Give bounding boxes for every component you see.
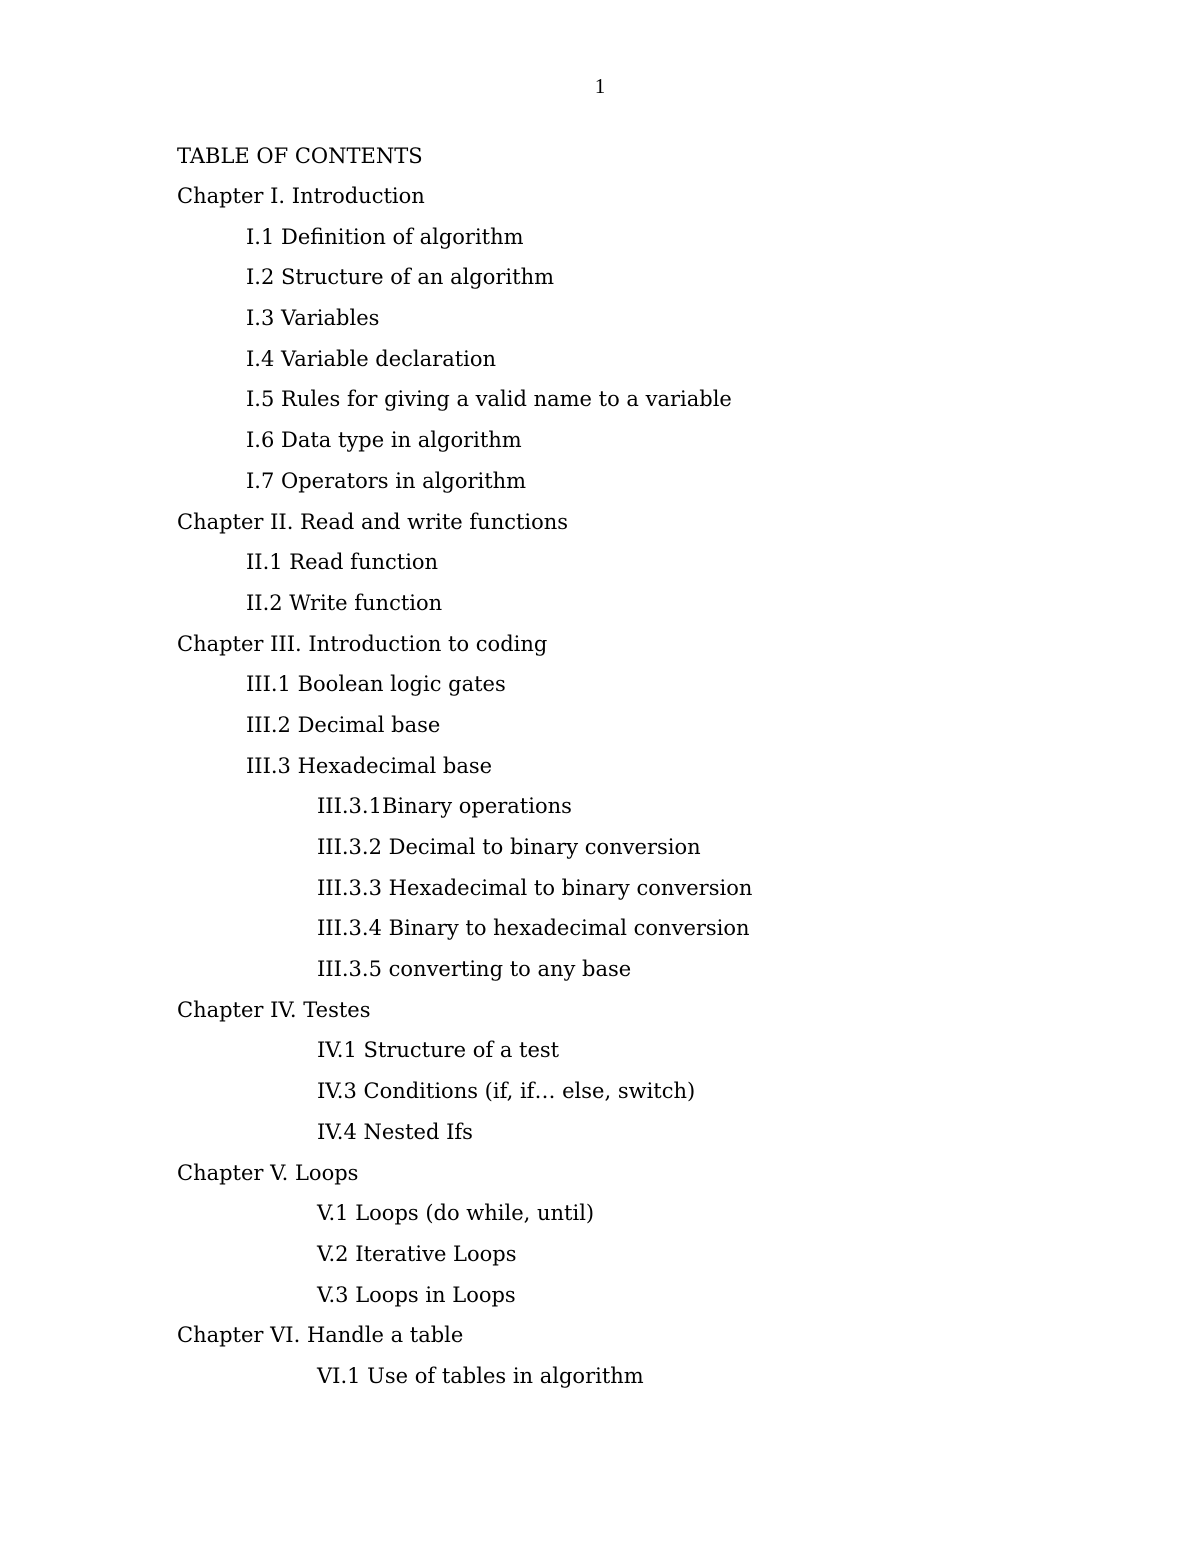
toc-subsection-entry: III.3.5 converting to any base xyxy=(317,957,632,982)
toc-title: TABLE OF CONTENTS xyxy=(177,144,423,168)
toc-subsection-entry: III.3.1Binary operations xyxy=(317,794,572,819)
toc-subsection-entry: VI.1 Use of tables in algorithm xyxy=(317,1363,644,1388)
toc-subsection-entry: IV.1 Structure of a test xyxy=(317,1038,560,1063)
toc-chapter-entry: Chapter V. Loops xyxy=(177,1160,359,1185)
toc-subsection-entry: III.3.3 Hexadecimal to binary conversion xyxy=(317,875,753,900)
toc-section-entry: I.1 Definition of algorithm xyxy=(246,224,524,249)
toc-section-entry: III.2 Decimal base xyxy=(246,712,441,737)
toc-chapter-entry: Chapter III. Introduction to coding xyxy=(177,631,548,656)
toc-subsection-entry: V.1 Loops (do while, until) xyxy=(317,1201,595,1226)
toc-section-entry: I.7 Operators in algorithm xyxy=(246,468,527,493)
toc-list xyxy=(0,183,1200,1404)
toc-chapter-entry: Chapter VI. Handle a table xyxy=(177,1323,464,1348)
toc-subsection-entry: V.3 Loops in Loops xyxy=(317,1282,516,1307)
toc-section-entry: I.6 Data type in algorithm xyxy=(246,428,522,453)
toc-subsection-entry: V.2 Iterative Loops xyxy=(317,1241,517,1266)
page-number: 1 xyxy=(594,74,606,98)
toc-section-entry: I.2 Structure of an algorithm xyxy=(246,265,555,290)
toc-section-entry: III.1 Boolean logic gates xyxy=(246,672,506,697)
toc-section-entry: I.4 Variable declaration xyxy=(246,346,497,371)
toc-subsection-entry: IV.4 Nested Ifs xyxy=(317,1119,473,1144)
toc-section-entry: III.3 Hexadecimal base xyxy=(246,753,493,778)
toc-section-entry: II.1 Read function xyxy=(246,550,439,575)
toc-chapter-entry: Chapter II. Read and write functions xyxy=(177,509,569,534)
toc-subsection-entry: III.3.4 Binary to hexadecimal conversion xyxy=(317,916,750,941)
toc-chapter-entry: Chapter I. Introduction xyxy=(177,184,425,208)
toc-subsection-entry: III.3.2 Decimal to binary conversion xyxy=(317,835,701,859)
toc-section-entry: II.2 Write function xyxy=(246,590,443,615)
toc-subsection-entry: IV.3 Conditions (if, if… else, switch) xyxy=(317,1079,696,1104)
toc-section-entry: I.5 Rules for giving a valid name to a variable xyxy=(246,387,732,412)
toc-chapter-entry: Chapter IV. Testes xyxy=(177,997,371,1022)
toc-section-entry: I.3 Variables xyxy=(246,306,380,331)
